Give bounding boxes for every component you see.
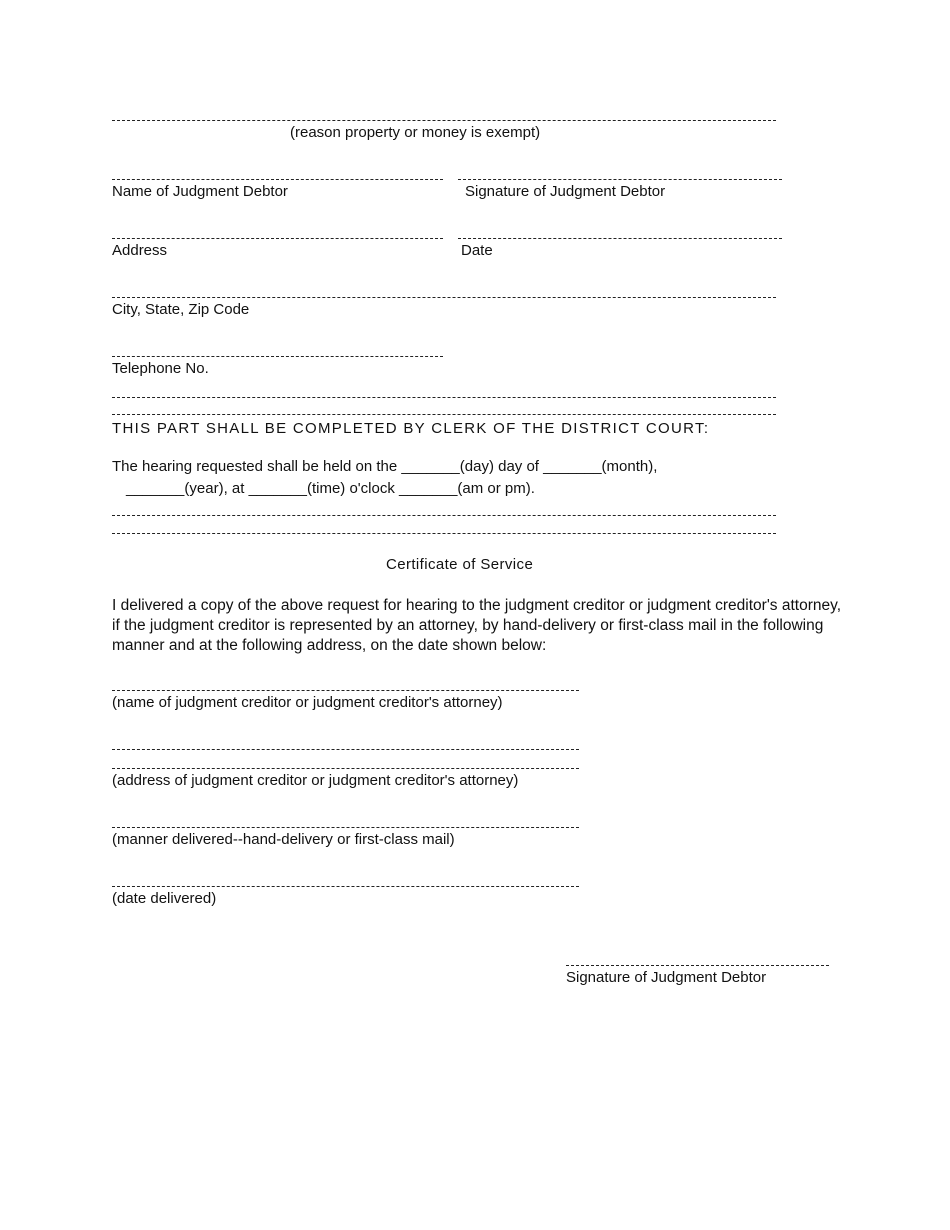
creditor-address-line[interactable] [112,749,579,750]
separator-line [112,414,776,415]
separator-line [112,397,776,398]
creditor-name-label: (name of judgment creditor or judgment creditor's attorney) [112,694,503,711]
city-state-zip-label: City, State, Zip Code [112,301,250,318]
date-line[interactable] [458,238,782,239]
date-label: Date [461,242,493,259]
creditor-address-label: (address of judgment creditor or judgment creditor's attorney) [112,772,519,789]
certificate-body-line: if the judgment creditor is represented by an attorney, by hand-delivery or first-class mail in the following [112,617,824,634]
creditor-address-line[interactable] [112,768,579,769]
certificate-body [112,596,852,656]
debtor-signature-label: Signature of Judgment Debtor [465,183,666,200]
manner-delivered-line[interactable] [112,827,579,828]
creditor-name-line[interactable] [112,690,579,691]
debtor-signature-line[interactable] [458,179,782,180]
city-state-zip-line[interactable] [112,297,776,298]
separator-line [112,533,776,534]
certificate-title: Certificate of Service [386,556,534,573]
date-delivered-label: (date delivered) [112,890,217,907]
address-line[interactable] [112,238,443,239]
hearing-line-1: The hearing requested shall be held on the _______(day) day of _______(month), [112,458,658,475]
reason-label: (reason property or money is exempt) [290,124,541,141]
final-signature-label: Signature of Judgment Debtor [566,969,767,986]
telephone-line[interactable] [112,356,443,357]
debtor-name-label: Name of Judgment Debtor [112,183,288,200]
reason-blank-line[interactable] [112,120,776,121]
manner-delivered-label: (manner delivered--hand-delivery or first-class mail) [112,831,455,848]
hearing-line-2: _______(year), at _______(time) o'clock _______(am or pm). [126,480,535,497]
address-label: Address [112,242,168,259]
final-signature-line[interactable] [566,965,829,966]
clerk-section-heading: THIS PART SHALL BE COMPLETED BY CLERK OF THE DISTRICT COURT: [112,420,710,437]
date-delivered-line[interactable] [112,886,579,887]
debtor-name-line[interactable] [112,179,443,180]
certificate-body-line: manner and at the following address, on the date shown below: [112,637,547,654]
telephone-label: Telephone No. [112,360,209,377]
separator-line [112,515,776,516]
certificate-body-line: I delivered a copy of the above request for hearing to the judgment creditor or judgment creditor's attorney, [112,597,841,614]
